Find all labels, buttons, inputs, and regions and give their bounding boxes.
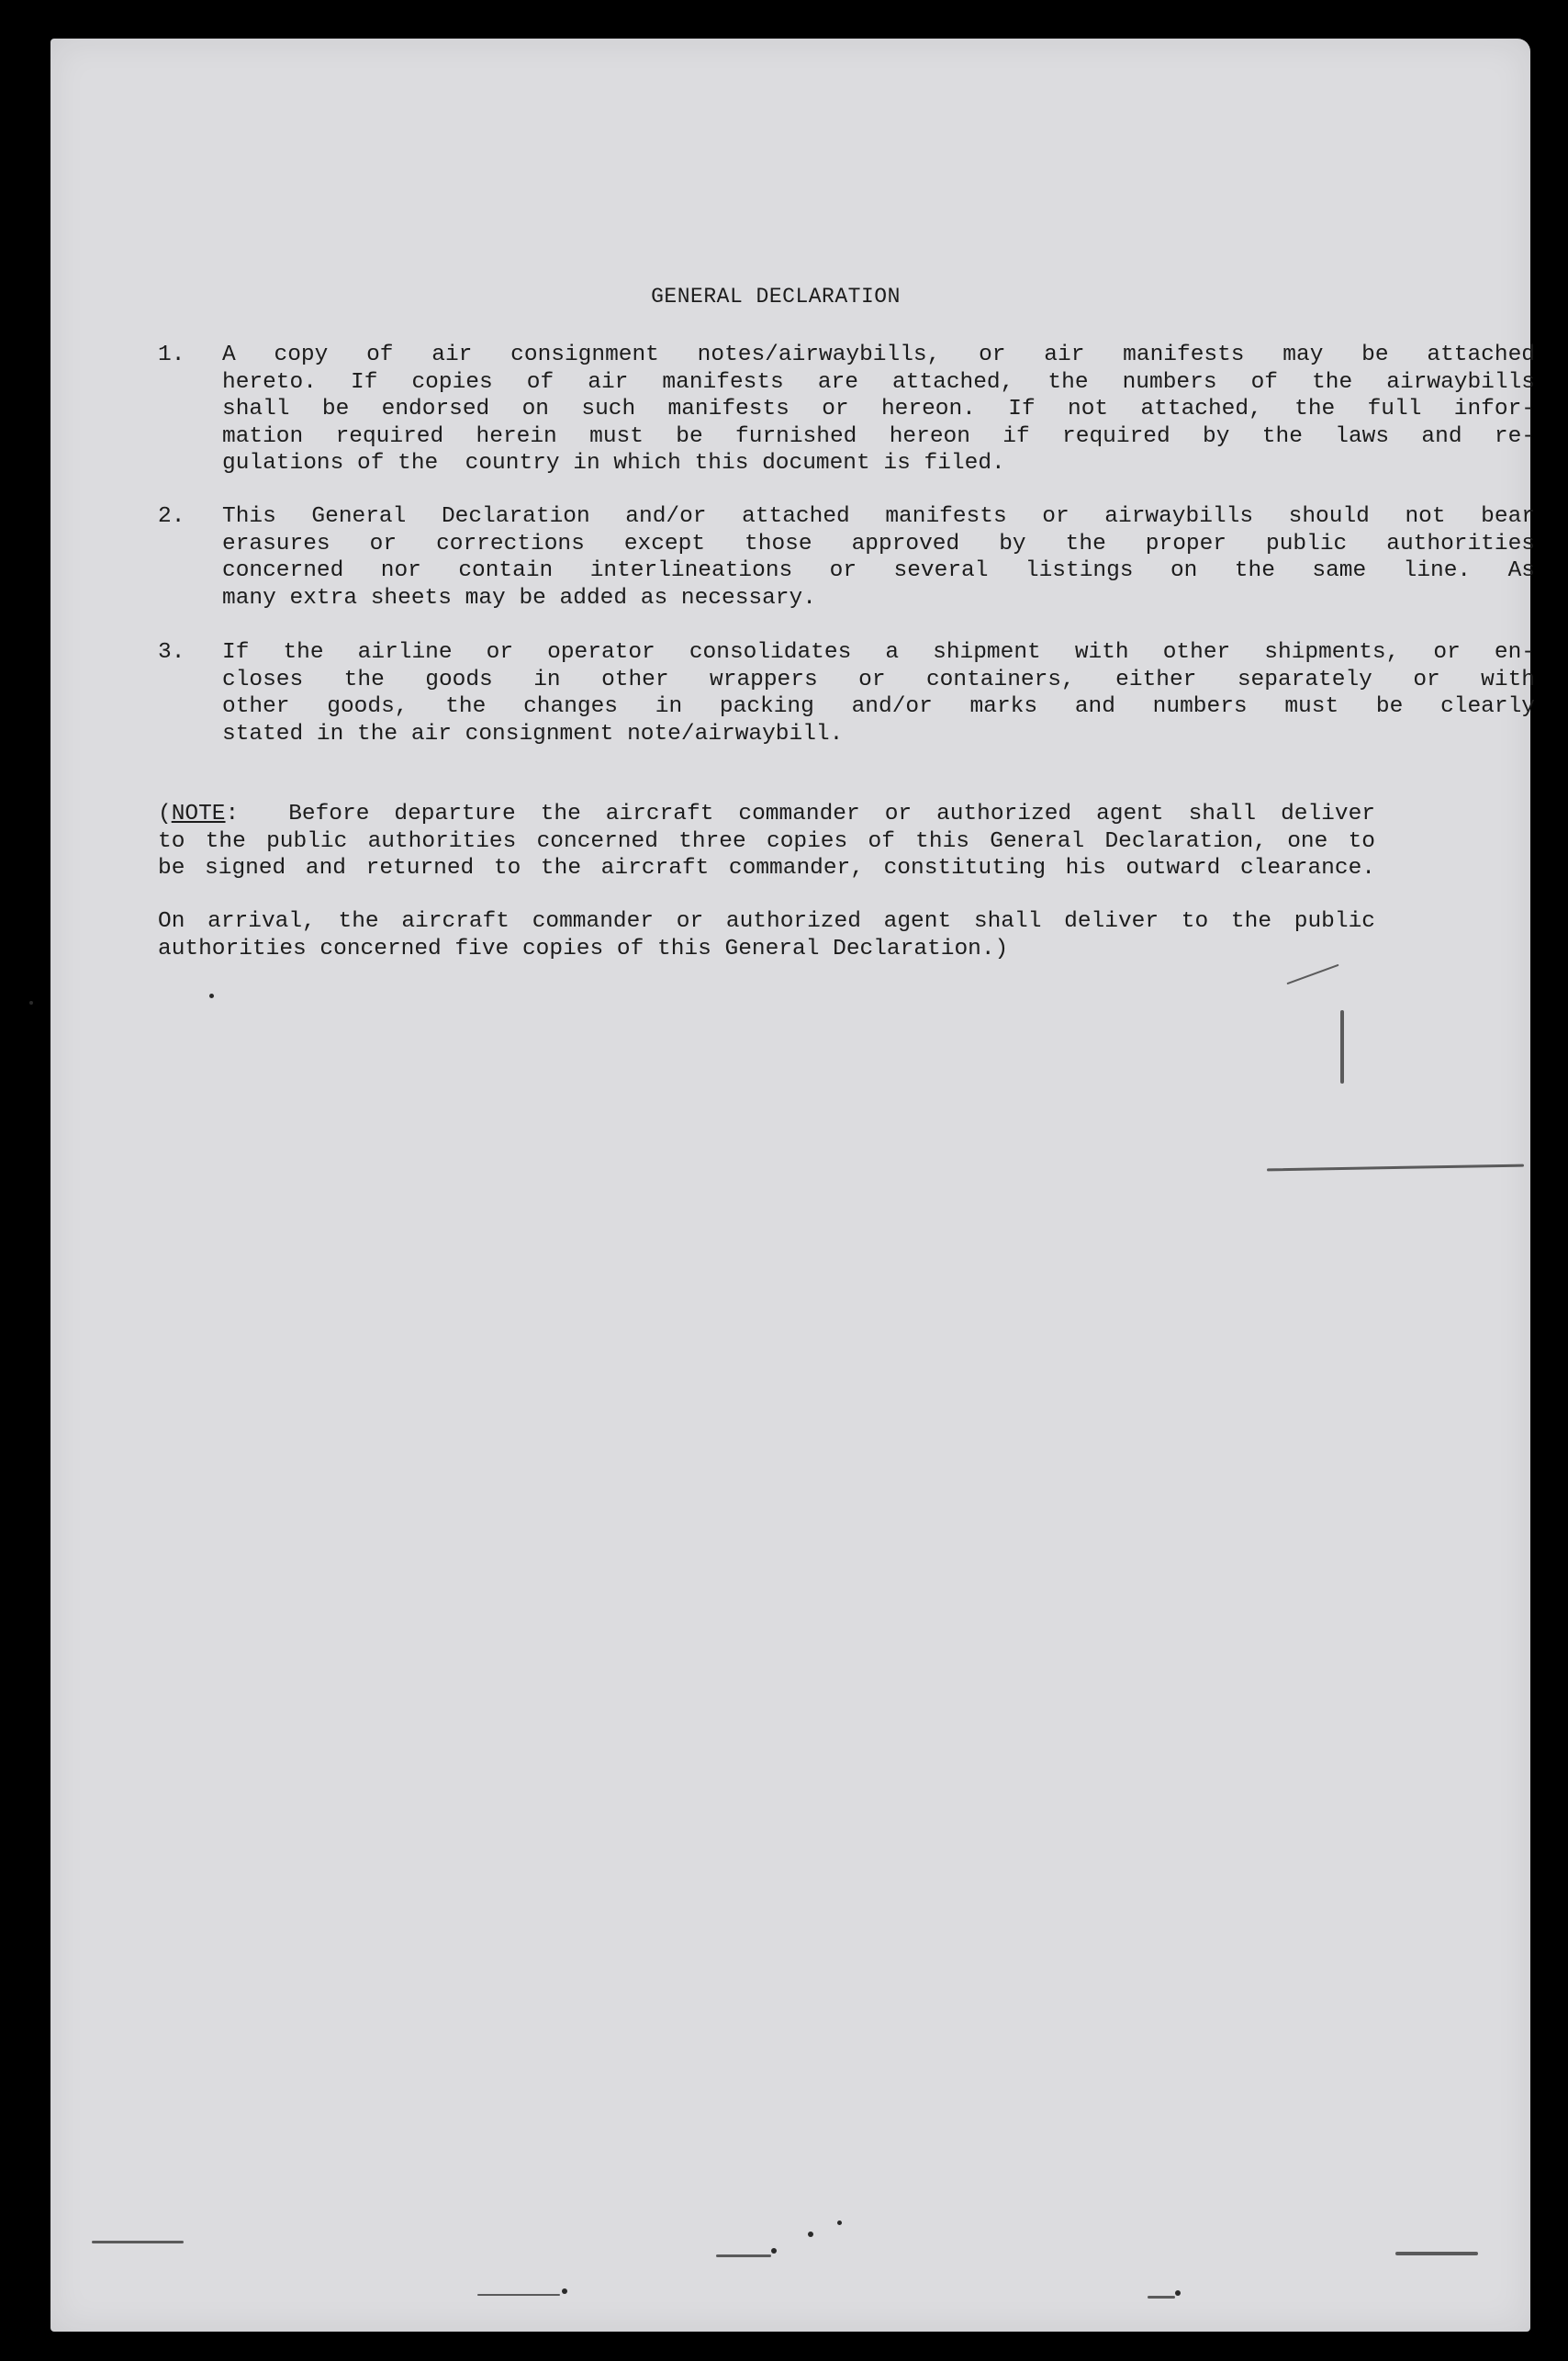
item-text	[222, 639, 1535, 748]
document-title: GENERAL DECLARATION	[651, 285, 901, 309]
item-number: 1.	[158, 343, 185, 367]
item-line: hereto. If copies of air manifests are attached, the numbers of the airwaybills	[222, 369, 1535, 395]
item-line: erasures or corrections except those approved by the proper public authorities	[222, 531, 1535, 557]
scan-speck	[808, 2232, 813, 2237]
scan-smudge	[477, 2294, 560, 2296]
scan-smudge	[1395, 2252, 1478, 2255]
item-line: concerned nor contain interlineations or several listings on the same line. As	[222, 558, 1535, 583]
scan-speck	[562, 2288, 567, 2294]
scan-speck	[209, 994, 214, 998]
note-first-line: (NOTE: Before departure the aircraft commander or authorized agent shall deliver	[158, 802, 1375, 826]
note-line: be signed and returned to the aircraft commander, constituting his outward clearance.	[158, 856, 1375, 881]
item-text	[222, 342, 1535, 478]
item-number: 3.	[158, 640, 185, 665]
item-line: gulations of the country in which this document is filed.	[222, 451, 1005, 476]
scan-speck	[837, 2220, 842, 2225]
note-line: to the public authorities concerned three copies of this General Declaration, one to	[158, 828, 1375, 854]
item-line: mation required herein must be furnished hereon if required by the laws and re-	[222, 423, 1535, 449]
scan-smudge	[1148, 2296, 1175, 2299]
arrival-line: On arrival, the aircraft commander or authorized agent shall deliver to the public	[158, 909, 1375, 934]
scan-smudge	[92, 2241, 184, 2243]
scan-smudge	[1340, 1010, 1344, 1084]
item-text	[222, 503, 1535, 612]
item-number: 2.	[158, 504, 185, 529]
item-line: closes the goods in other wrappers or containers, either separately or with	[222, 667, 1535, 692]
item-line: This General Declaration and/or attached manifests or airwaybills should not bear	[222, 504, 1535, 529]
note-paragraph	[158, 801, 1375, 883]
item-line: many extra sheets may be added as necessary.	[222, 585, 816, 611]
item-line: stated in the air consignment note/airwaybill.	[222, 721, 844, 747]
scan-speck	[771, 2248, 777, 2254]
scan-speck	[29, 1001, 33, 1005]
item-line: other goods, the changes in packing and/or marks and numbers must be clearly	[222, 694, 1535, 719]
note-label: NOTE	[171, 802, 226, 826]
arrival-paragraph	[158, 908, 1375, 962]
note-first-line-text: Before departure the aircraft commander or authorized agent shall deliver	[288, 802, 1375, 826]
item-line: If the airline or operator consolidates a shipment with other shipments, or en-	[222, 640, 1535, 665]
scan-smudge	[716, 2254, 771, 2257]
arrival-line: authorities concerned five copies of this General Declaration.)	[158, 936, 1009, 961]
item-line: shall be endorsed on such manifests or hereon. If not attached, the full infor-	[222, 397, 1535, 422]
scan-speck	[1175, 2290, 1181, 2296]
item-line: A copy of air consignment notes/airwaybills, or air manifests may be attached	[222, 343, 1535, 367]
